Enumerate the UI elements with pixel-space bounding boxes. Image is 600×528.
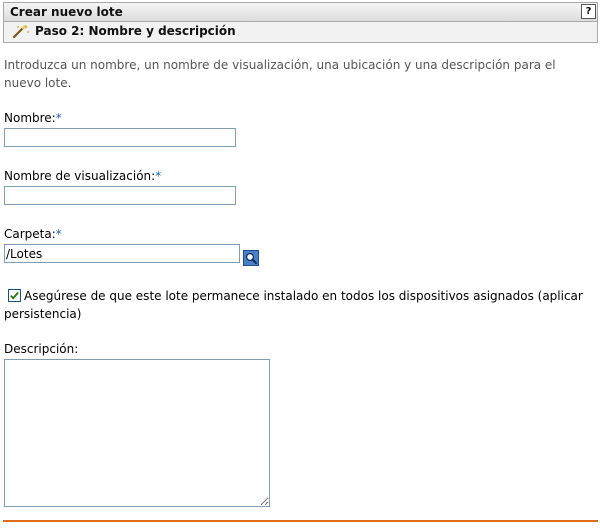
browse-folder-button[interactable]: [243, 250, 259, 266]
step-header: [3, 21, 598, 43]
bottom-divider: [3, 520, 598, 522]
required-marker: *: [55, 227, 62, 241]
display-name-input[interactable]: [4, 186, 236, 205]
help-button[interactable]: ?: [581, 4, 596, 19]
persist-checkbox[interactable]: [8, 289, 21, 302]
name-label-text: Nombre:: [4, 111, 56, 125]
magnifier-icon: [244, 251, 258, 265]
description-label: Descripción:: [4, 342, 79, 356]
name-label: [4, 111, 62, 125]
folder-label: [4, 227, 62, 241]
window-title-bar: [3, 2, 598, 21]
description-textarea[interactable]: [4, 359, 270, 507]
required-marker: *: [155, 169, 162, 183]
checkmark-icon: [9, 290, 20, 301]
display-name-label: [4, 169, 161, 183]
step-title: Paso 2: Nombre y descripción: [35, 24, 236, 38]
folder-label-text: Carpeta:: [4, 227, 56, 241]
window-title: Crear nuevo lote: [10, 5, 123, 19]
wand-icon: [12, 24, 30, 42]
name-input[interactable]: [4, 128, 236, 147]
display-name-label-text: Nombre de visualización:: [4, 169, 156, 183]
required-marker: *: [55, 111, 62, 125]
persist-label-continued: persistencia): [4, 307, 82, 321]
intro-text: Introduzca un nombre, un nombre de visualización, una ubicación y una descripción para el nuevo lote.: [4, 58, 556, 90]
persist-label: Asegúrese de que este lote permanece instalado en todos los dispositivos asignados (aplicar: [24, 289, 583, 303]
folder-input[interactable]: [4, 244, 240, 263]
